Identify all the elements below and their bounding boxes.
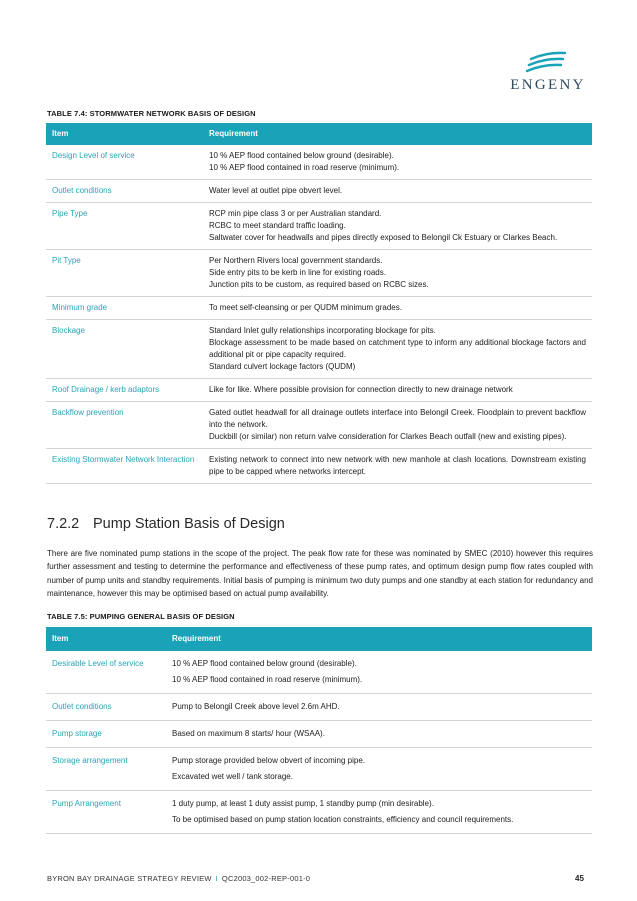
table-7-4-caption: TABLE 7.4: STORMWATER NETWORK BASIS OF DESIGN <box>47 109 256 118</box>
row-item: Backflow prevention <box>46 402 203 449</box>
row-requirement <box>203 145 592 180</box>
row-item: Minimum grade <box>46 297 203 320</box>
requirement-line: Like for like. Where possible provision for connection directly to new drainage network <box>209 385 513 394</box>
row-requirement <box>166 651 592 694</box>
row-item: Outlet conditions <box>46 180 203 203</box>
section-title: Pump Station Basis of Design <box>93 516 285 532</box>
row-requirement <box>203 320 592 379</box>
row-requirement <box>203 297 592 320</box>
requirement-line: Side entry pits to be kerb in line for existing roads. <box>209 268 386 277</box>
table-row <box>46 379 592 402</box>
table-row <box>46 320 592 379</box>
row-item: Storage arrangement <box>46 748 166 791</box>
footer-separator: I <box>215 874 218 883</box>
requirement-line: To be optimised based on pump station location constraints, efficiency and council requirements. <box>172 815 514 824</box>
table-row <box>46 748 592 791</box>
row-requirement <box>203 180 592 203</box>
logo-wordmark: ENGENY <box>510 77 586 93</box>
requirement-line: Duckbill (or similar) non return valve consideration for Clarkes Beach outfall (new and existing pipes). <box>209 432 567 441</box>
header-item: Item <box>46 627 166 651</box>
requirement-line: Saltwater cover for headwalls and pipes directly exposed to Belongil Ck Estuary or Clarkes Beach. <box>209 233 558 242</box>
logo-mark-icon <box>525 50 571 76</box>
header-requirement: Requirement <box>203 123 592 145</box>
requirement-line: Pump to Belongil Creek above level 2.6m AHD. <box>172 702 340 711</box>
table-row <box>46 250 592 297</box>
requirement-line: Based on maximum 8 starts/ hour (WSAA). <box>172 729 325 738</box>
table-row <box>46 203 592 250</box>
requirement-line: 10 % AEP flood contained below ground (desirable). <box>172 659 357 668</box>
row-item: Desirable Level of service <box>46 651 166 694</box>
row-requirement <box>203 250 592 297</box>
row-item-text: Existing Stormwater Network Interaction <box>52 455 195 464</box>
row-item: Design Level of service <box>46 145 203 180</box>
table-row <box>46 449 592 484</box>
section-paragraph: There are five nominated pump stations in the scope of the project. The peak flow rate for these was nominated by SMEC (2010) however this requires further assessment and testing to determine the performance and effectiveness of these pump rates, and optimum design pump flow rates coupled with number of pump units and standby requirements. Initial basis of pumping is minimum two duty pumps and one standby at each station for redundancy and maintenance, however this may be optimised based on actual pump availability. <box>47 549 593 598</box>
row-requirement <box>203 379 592 402</box>
table-7-5-caption: TABLE 7.5: PUMPING GENERAL BASIS OF DESIGN <box>47 612 235 621</box>
row-item: Pump Arrangement <box>46 791 166 834</box>
page-number: 45 <box>575 874 584 883</box>
requirement-line: Blockage assessment to be made based on catchment type to inform any additional blockage factors and additional pit or pipe capacity required. <box>209 338 586 359</box>
row-requirement <box>166 748 592 791</box>
row-item: Pit Type <box>46 250 203 297</box>
table-row <box>46 651 592 694</box>
stormwater-basis-table <box>46 123 592 484</box>
engeny-logo <box>503 50 593 100</box>
row-requirement <box>203 449 592 484</box>
row-item: Pipe Type <box>46 203 203 250</box>
footer-doc-name: BYRON BAY DRAINAGE STRATEGY REVIEW <box>47 874 212 883</box>
requirement-line: 10 % AEP flood contained below ground (desirable). <box>209 151 394 160</box>
table-row <box>46 402 592 449</box>
row-requirement <box>203 402 592 449</box>
row-item: Outlet conditions <box>46 694 166 721</box>
requirement-line: Existing network to connect into new network with new manhole at clash locations. Downstream existing pipe to be capped where networks intercept. <box>209 455 586 476</box>
row-item: Blockage <box>46 320 203 379</box>
table-row <box>46 297 592 320</box>
requirement-line: RCP min pipe class 3 or per Australian standard. <box>209 209 382 218</box>
requirement-line: Junction pits to be custom, as required based on RCBC sizes. <box>209 280 429 289</box>
requirement-line: RCBC to meet standard traffic loading. <box>209 221 346 230</box>
table-row <box>46 694 592 721</box>
requirement-line: Excavated wet well / tank storage. <box>172 772 293 781</box>
section-number: 7.2.2 <box>47 516 80 532</box>
row-requirement <box>203 203 592 250</box>
requirement-line: 10 % AEP flood contained in road reserve (minimum). <box>172 675 363 684</box>
requirement-line: Pump storage provided below obvert of incoming pipe. <box>172 756 365 765</box>
footer-doc-ref: QC2003_002-REP-001-0 <box>221 874 311 883</box>
header-item: Item <box>46 123 203 145</box>
requirement-line: Water level at outlet pipe obvert level. <box>209 186 343 195</box>
requirement-line: Per Northern Rivers local government standards. <box>209 256 383 265</box>
requirement-line: Standard Inlet gully relationships incorporating blockage for pits. <box>209 326 436 335</box>
footer-document-title <box>47 874 310 883</box>
requirement-line: Gated outlet headwall for all drainage outlets interface into Belongil Creek. Floodplain to prevent backflow into the network. <box>209 408 586 429</box>
table-header-row <box>46 627 592 651</box>
requirement-line: 1 duty pump, at least 1 duty assist pump, 1 standby pump (min desirable). <box>172 799 434 808</box>
requirement-line: Standard culvert lockage factors (QUDM) <box>209 362 356 371</box>
row-requirement <box>166 694 592 721</box>
pumping-basis-table <box>46 627 592 834</box>
row-item: Pump storage <box>46 721 166 748</box>
requirement-line: 10 % AEP flood contained in road reserve (minimum). <box>209 163 400 172</box>
header-requirement: Requirement <box>166 627 592 651</box>
table-header-row <box>46 123 592 145</box>
table-row <box>46 180 592 203</box>
row-item: Roof Drainage / kerb adaptors <box>46 379 203 402</box>
row-requirement <box>166 721 592 748</box>
row-item <box>46 449 203 484</box>
table-row <box>46 791 592 834</box>
section-heading <box>47 516 285 532</box>
row-requirement <box>166 791 592 834</box>
requirement-line: To meet self-cleansing or per QUDM minimum grades. <box>209 303 402 312</box>
table-row <box>46 145 592 180</box>
table-row <box>46 721 592 748</box>
